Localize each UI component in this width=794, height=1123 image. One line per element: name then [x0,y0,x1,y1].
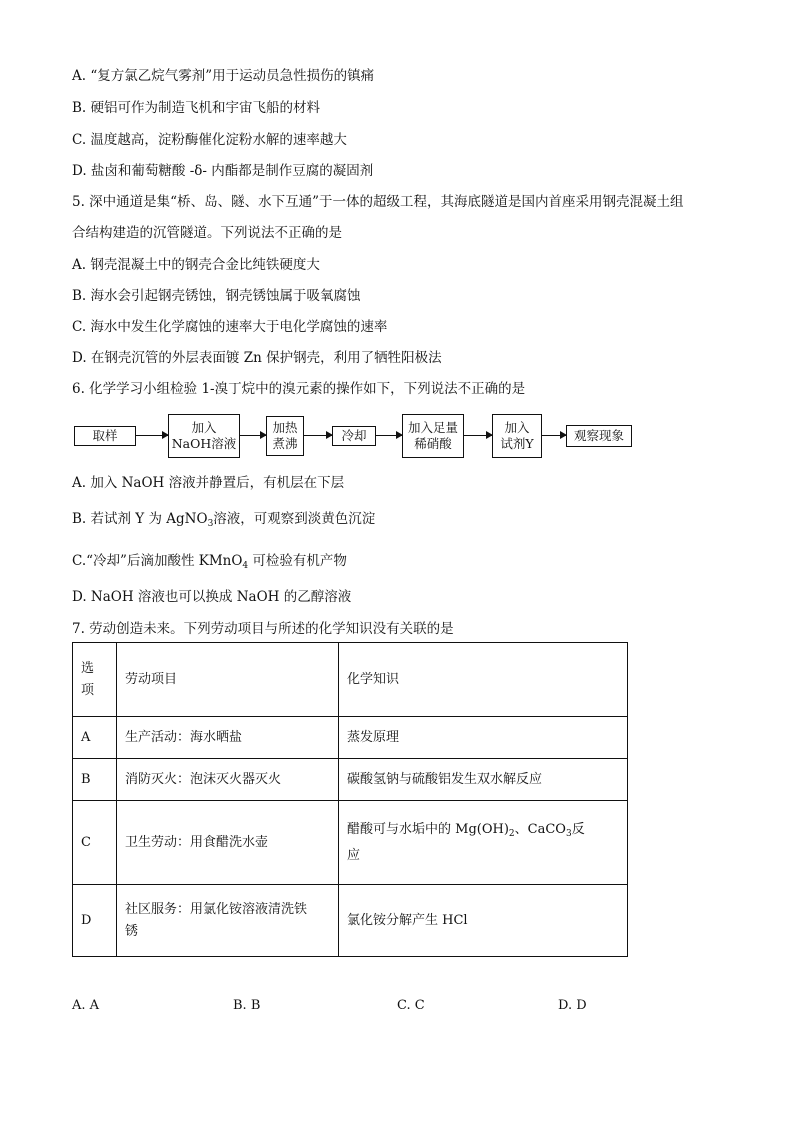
answer-d[interactable]: D. D [558,998,587,1013]
header-labor-item: 劳动项目 [117,643,339,717]
flow-step-3-label-2: 煮沸 [272,436,298,451]
q6-option-a: A. 加入 NaOH 溶液并静置后，有机层在下层 [72,475,345,491]
flow-step-7 [566,425,632,447]
header-chem-knowledge: 化学知识 [339,643,628,717]
q6-option-b-text-end: 溶液，可观察到淡黄色沉淀 [213,511,376,527]
q6-option-b [72,510,375,533]
q6-option-b-subscript: 3 [207,519,214,529]
row-c-knowledge-line1 [347,819,619,845]
row-b-option: B [73,759,117,801]
header-option-line2: 项 [81,682,95,698]
header-option [73,643,117,717]
q6-option-b-text: B. 若试剂 Y 为 AgNO [72,511,208,527]
row-c-knowledge-text-mid: 、CaCO [514,821,566,837]
q7-stem: 7. 劳动创造未来。下列劳动项目与所述的化学知识没有关联的是 [72,621,454,637]
q4-option-a: A. “复方氯乙烷气雾剂”用于运动员急性损伤的镇痛 [72,68,375,84]
header-option-line1: 选 [81,660,95,676]
flow-step-2 [168,414,240,458]
flow-step-1 [74,426,136,446]
q6-option-d: D. NaOH 溶液也可以换成 NaOH 的乙醇溶液 [72,589,352,605]
flow-step-6 [492,414,542,458]
answer-a[interactable]: A. A [72,998,100,1013]
flow-step-7-label: 观察现象 [573,428,624,443]
flow-step-5 [402,414,464,458]
row-c-subscript-2: 3 [565,828,572,839]
flow-step-4-label: 冷却 [341,428,367,443]
table-row [73,801,628,885]
q4-option-c: C. 温度越高，淀粉酶催化淀粉水解的速率越大 [72,132,347,148]
flow-step-3-label-1: 加热 [272,420,298,435]
row-d-option: D [73,885,117,957]
row-d-knowledge: 氯化铵分解产生 HCl [339,885,628,957]
row-d-item-line1: 社区服务：用氯化铵溶液清洗铁 [125,901,308,917]
row-d-item [117,885,339,957]
row-a-knowledge: 蒸发原理 [339,717,628,759]
row-a-item: 生产活动：海水晒盐 [117,717,339,759]
q6-option-c-subscript: 4 [242,561,249,571]
row-c-knowledge [339,801,628,885]
flow-step-2-label-1: 加入 [191,420,217,435]
q6-flowchart [74,414,624,458]
flow-step-1-label: 取样 [92,428,118,443]
flow-step-5-label-2: 稀硝酸 [414,436,452,451]
row-c-option: C [73,801,117,885]
flow-arrow-2 [240,435,266,436]
flow-step-3 [266,416,304,456]
flow-arrow-5 [464,435,492,436]
row-d-item-line2: 锈 [125,923,139,939]
q5-option-d: D. 在钢壳沉管的外层表面镀 Zn 保护钢壳，利用了牺牲阳极法 [72,350,442,366]
q5-option-b: B. 海水会引起钢壳锈蚀，钢壳锈蚀属于吸氧腐蚀 [72,288,361,304]
row-b-item: 消防灭火：泡沫灭火器灭火 [117,759,339,801]
q7-table [72,642,628,957]
flow-arrow-6 [542,435,566,436]
q5-option-c: C. 海水中发生化学腐蚀的速率大于电化学腐蚀的速率 [72,319,388,335]
table-row [73,717,628,759]
row-a-option: A [73,717,117,759]
table-header-row [73,643,628,717]
table-row [73,759,628,801]
row-c-knowledge-line2: 应 [347,847,361,863]
flow-step-4 [332,426,376,446]
flow-arrow-3 [304,435,332,436]
q6-option-c [72,552,347,575]
q5-stem-line2: 合结构建造的沉管隧道。下列说法不正确的是 [72,225,342,241]
flow-step-2-label-2: NaOH溶液 [171,436,237,451]
flow-arrow-4 [376,435,402,436]
q5-stem-line1: 5. 深中通道是集“桥、岛、隧、水下互通”于一体的超级工程，其海底隧道是国内首座采用钢壳混凝土组 [72,194,684,210]
q5-option-a: A. 钢壳混凝土中的钢壳合金比纯铁硬度大 [72,257,320,273]
table-row [73,885,628,957]
row-b-knowledge: 碳酸氢钠与硫酸铝发生双水解反应 [339,759,628,801]
row-c-knowledge-text: 醋酸可与水垢中的 Mg(OH) [347,821,509,837]
answer-b[interactable]: B. B [233,998,261,1013]
flow-step-6-label-1: 加入 [504,420,530,435]
answer-c[interactable]: C. C [397,998,425,1013]
q6-option-c-text-end: 可检验有机产物 [248,553,347,569]
q4-option-b: B. 硬铝可作为制造飞机和宇宙飞船的材料 [72,100,321,116]
row-c-item: 卫生劳动：用食醋洗水壶 [117,801,339,885]
flow-step-6-label-2: 试剂Y [500,436,534,451]
q6-stem: 6. 化学学习小组检验 1-溴丁烷中的溴元素的操作如下，下列说法不正确的是 [72,381,526,397]
flow-step-5-label-1: 加入足量 [407,420,458,435]
row-c-subscript-1: 2 [508,828,515,839]
flow-arrow-1 [136,435,168,436]
q6-option-c-text: C.“冷却”后滴加酸性 KMnO [72,553,243,569]
q4-option-d: D. 盐卤和葡萄糖酸 -δ- 内酯都是制作豆腐的凝固剂 [72,163,374,179]
row-c-knowledge-text-end: 反 [571,821,585,837]
